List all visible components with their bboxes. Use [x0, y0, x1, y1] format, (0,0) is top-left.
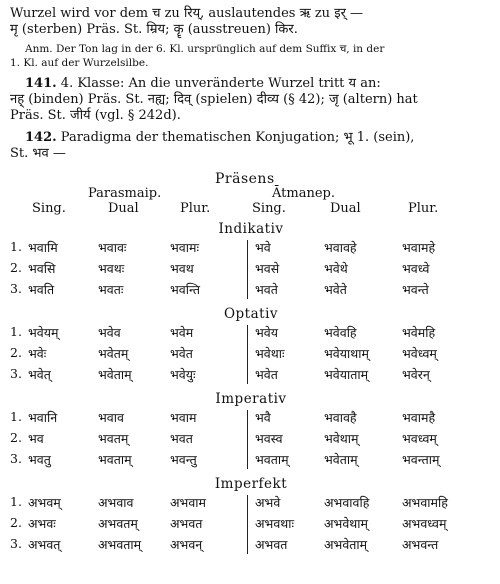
table-cell: भवन्ति	[170, 282, 200, 297]
table-row	[10, 429, 492, 450]
table-cell: अभवाम	[170, 495, 207, 510]
table-cell: भवतम्	[98, 431, 129, 446]
table-cell: भवाम	[170, 410, 197, 425]
table-cell: भवन्तु	[170, 452, 197, 467]
table-cell: अभवे	[255, 495, 281, 510]
table-cell: भवथः	[98, 261, 125, 276]
row-number: 3.	[10, 281, 22, 296]
paragraph-text: 4. Klasse: An die unveränderte Wurzel tritt य an:	[56, 76, 381, 91]
table-cell: अभवेथाम्	[324, 516, 368, 531]
table-cell: अभवामहि	[402, 495, 448, 510]
table-cell: भवेम	[170, 325, 194, 340]
table-row	[10, 365, 492, 386]
paragraph-text: Paradigma der thematischen Konjugation; भू 1. (sein),	[56, 130, 415, 145]
table-cell: भवथ	[170, 261, 194, 276]
row-number: 1.	[10, 409, 22, 424]
table-cell: भवाव	[98, 410, 124, 425]
table-cell: भवसि	[28, 261, 56, 276]
table-cell: भवति	[28, 282, 55, 297]
column-header: Plur.	[180, 201, 211, 216]
table-cell: अभवतम्	[98, 516, 138, 531]
row-number: 2.	[10, 430, 22, 445]
table-cell: अभवत	[170, 516, 203, 531]
table-cell: अभवम्	[28, 495, 61, 510]
text-line: नह् (binden) Präs. St. नह्य; दिव् (spielen) दीव्य (§ 42); जृ (altern) hat	[10, 92, 418, 107]
section-rows	[10, 493, 492, 556]
table-cell: भवताम्	[255, 452, 289, 467]
atmanepada-header: Ātmanep.	[272, 186, 335, 201]
section-heading: Optativ	[223, 306, 279, 322]
voice-divider	[247, 495, 248, 554]
row-number: 3.	[10, 451, 22, 466]
table-cell: अभवन्	[170, 537, 203, 552]
praesens-header: Präsens	[215, 171, 275, 187]
row-number: 3.	[10, 366, 22, 381]
table-cell: भवामि	[28, 240, 58, 255]
table-cell: भवेथाम्	[324, 431, 359, 446]
table-cell: भवेथाः	[255, 346, 285, 361]
section-rows	[10, 238, 492, 301]
table-cell: भवामहे	[402, 240, 436, 255]
row-number: 3.	[10, 536, 22, 551]
table-cell: भवेयुः	[170, 367, 196, 382]
table-cell: अभवताम्	[98, 537, 142, 552]
table-cell: भवतु	[28, 452, 51, 467]
table-cell: भवते	[255, 282, 278, 297]
table-cell: भवेताम्	[98, 367, 132, 382]
note-line: Anm. Der Ton lag in der 6. Kl. ursprünglich auf dem Suffix च, in der	[25, 43, 385, 55]
table-cell: भवेताम्	[324, 452, 358, 467]
voice-divider	[247, 325, 248, 384]
table-cell: भवै	[255, 410, 271, 425]
table-cell: भवेवहि	[324, 325, 357, 340]
table-cell: भवानि	[28, 410, 58, 425]
row-number: 1.	[10, 324, 22, 339]
table-cell: भवामः	[170, 240, 199, 255]
column-header: Sing.	[252, 201, 286, 216]
table-cell: भवेयम्	[28, 325, 59, 340]
column-headers	[10, 166, 492, 216]
table-cell: भवताम्	[98, 452, 132, 467]
table-cell: अभवन्त	[402, 537, 439, 552]
section-rows	[10, 323, 492, 386]
table-cell: अभवत	[255, 537, 288, 552]
table-cell: भवावहै	[324, 410, 357, 425]
table-row	[10, 323, 492, 344]
table-cell: भवामहै	[402, 410, 436, 425]
table-cell: भवावः	[98, 240, 127, 255]
table-cell: भवेते	[324, 282, 347, 297]
text-line: Präs. St. जीर्य (vgl. § 242d).	[10, 108, 181, 123]
voice-divider	[247, 410, 248, 469]
table-cell: अभवेताम्	[324, 537, 368, 552]
table-cell: भवन्ते	[402, 282, 429, 297]
table-cell: भवसे	[255, 261, 280, 276]
table-cell: भवेध्वम्	[402, 346, 437, 361]
paragraph-number: 141.	[25, 76, 57, 91]
page	[10, 6, 492, 556]
table-row	[10, 493, 492, 514]
table-cell: भवेः	[28, 346, 47, 361]
table-cell: अभवथाः	[255, 516, 295, 531]
table-cell: भवेयाथाम्	[324, 346, 369, 361]
conjugation-table	[10, 220, 492, 556]
table-cell: भवस्व	[255, 431, 283, 446]
table-cell: भवेय	[255, 325, 278, 340]
voice-divider	[247, 240, 248, 299]
text-line: मृ (sterben) Präs. St. म्रिय; कॄ (ausstreuen) किर.	[10, 22, 298, 37]
row-number: 2.	[10, 260, 22, 275]
table-cell: भवेव	[98, 325, 121, 340]
table-cell: भवेतम्	[98, 346, 129, 361]
section-heading: Indikativ	[218, 221, 284, 237]
table-cell: भवे	[255, 240, 271, 255]
table-cell: भवेत्	[28, 367, 51, 382]
table-row	[10, 408, 492, 429]
section-heading: Imperfekt	[214, 476, 288, 492]
table-cell: भवेत	[170, 346, 193, 361]
column-header: Dual	[330, 201, 361, 216]
row-number: 2.	[10, 345, 22, 360]
column-header: Dual	[108, 201, 139, 216]
column-header: Plur.	[408, 201, 439, 216]
table-row	[10, 280, 492, 301]
table-row	[10, 514, 492, 535]
paragraph-number: 142.	[25, 130, 57, 145]
table-row	[10, 344, 492, 365]
table-cell: भवेमहि	[402, 325, 436, 340]
section-rows	[10, 408, 492, 471]
table-row	[10, 259, 492, 280]
table-cell: भवन्ताम्	[402, 452, 440, 467]
table-cell: अभवाव	[98, 495, 134, 510]
table-cell: भवतः	[98, 282, 124, 297]
paragraph-142	[10, 130, 492, 146]
table-cell: भवेयाताम्	[324, 367, 369, 382]
column-header: Sing.	[32, 201, 66, 216]
table-cell: भवेरन्	[402, 367, 430, 382]
section-heading: Imperativ	[215, 391, 287, 407]
table-cell: भवत	[170, 431, 193, 446]
table-row	[10, 450, 492, 471]
table-cell: अभवध्वम्	[402, 516, 447, 531]
table-row	[10, 238, 492, 259]
table-cell: अभवत्	[28, 537, 61, 552]
table-cell: भवध्वम्	[402, 431, 437, 446]
table-cell: भवावहे	[324, 240, 357, 255]
row-number: 2.	[10, 515, 22, 530]
row-number: 1.	[10, 494, 22, 509]
table-cell: भवेथे	[324, 261, 348, 276]
parasmaipada-header: Parasmaip.	[88, 186, 162, 201]
note-line: 1. Kl. auf der Wurzelsilbe.	[10, 57, 149, 69]
table-row	[10, 535, 492, 556]
table-cell: भव	[28, 431, 44, 446]
text-line: Wurzel wird vor dem च zu रिय्, auslautendes ऋ zu इर् —	[10, 6, 364, 21]
table-cell: भवेत	[255, 367, 278, 382]
text-line: St. भव —	[10, 146, 66, 161]
table-cell: अभवावहि	[324, 495, 370, 510]
table-cell: अभवः	[28, 516, 56, 531]
table-cell: भवध्वे	[402, 261, 430, 276]
paragraph-141	[10, 76, 492, 92]
row-number: 1.	[10, 239, 22, 254]
